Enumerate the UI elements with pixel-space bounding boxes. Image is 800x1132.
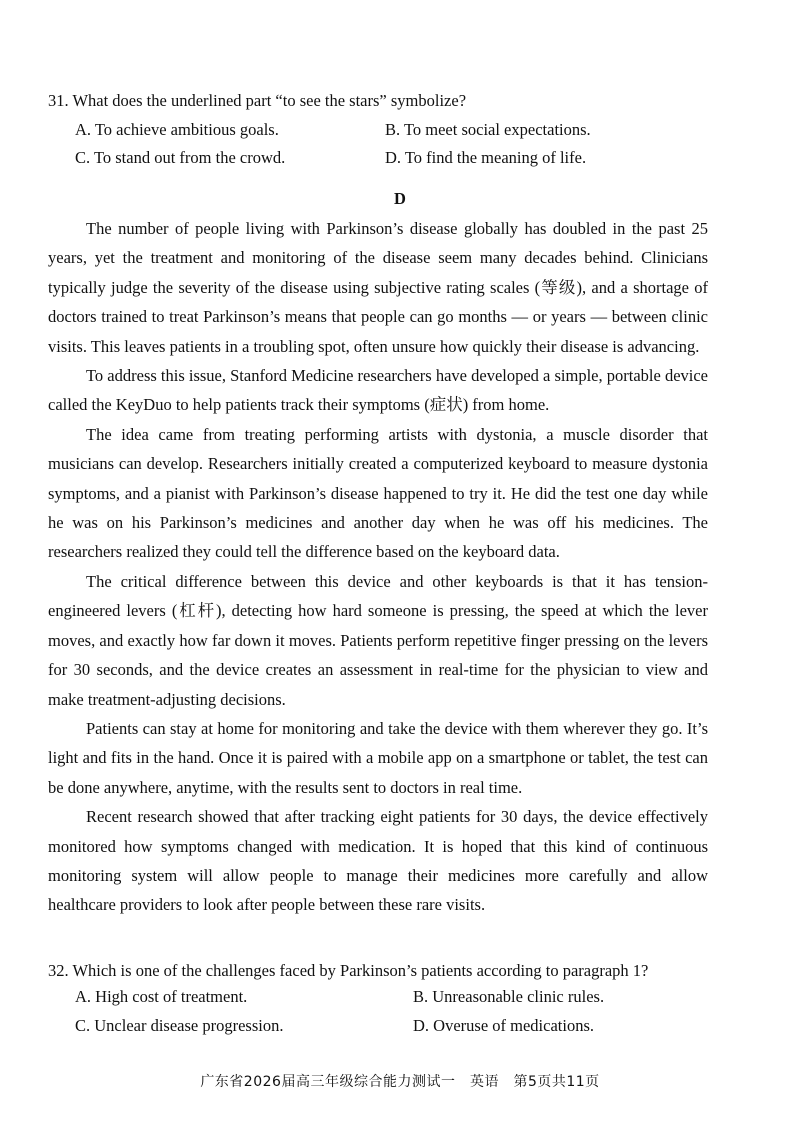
question-32-stem: 32. Which is one of the challenges faced by Parkinson’s patients according to paragraph 1? xyxy=(48,961,649,980)
question-32-option-c: C. Unclear disease progression. xyxy=(75,1016,284,1035)
passage-paragraph-6: Recent research showed that after tracking eight patients for 30 days, the device effectively monitored how symptoms changed with medication. It is hoped that this kind of continuous monitoring system will allow people to manage their medicines more carefully and allow healthcare providers to look after people between these rare visits. xyxy=(48,807,708,915)
section-heading: D xyxy=(394,189,406,208)
reading-passage xyxy=(48,214,708,920)
passage-paragraph-5: Patients can stay at home for monitoring and take the device with them wherever they go. It’s light and fits in the hand. Once it is paired with a mobile app on a smartphone or tablet, the test can be done anywhere, anytime, with the results sent to doctors in real time. xyxy=(48,718,708,797)
page-footer: 广东省2026届高三年级综合能力测试一 英语 第5页共11页 xyxy=(200,1074,600,1090)
passage-paragraph-4: The critical difference between this device and other keyboards is that it has tension-engineered levers (杠杆), detecting how hard someone is pressing, the speed at which the lever moves, and exactly how far down it moves. Patients perform repetitive finger pressing on the levers for 30 seconds, and the device creates an assessment in real-time for the physician to view and make treatment-adjusting decisions. xyxy=(48,571,708,709)
question-31-option-a: A. To achieve ambitious goals. xyxy=(75,120,279,139)
question-32-option-a: A. High cost of treatment. xyxy=(75,987,248,1006)
question-32-option-b: B. Unreasonable clinic rules. xyxy=(413,987,605,1006)
passage-paragraph-1: The number of people living with Parkinson’s disease globally has doubled in the past 25 years, yet the treatment and monitoring of the disease seem many decades behind. Clinicians typically judge the severity of the disease using subjective rating scales (等级), and a shortage of doctors trained to treat Parkinson’s means that people can go months — or years — between clinic visits. This leaves patients in a troubling spot, often unsure how quickly their disease is advancing. xyxy=(48,219,708,356)
question-31-option-d: D. To find the meaning of life. xyxy=(385,148,587,167)
question-31-option-b: B. To meet social expectations. xyxy=(385,120,591,139)
question-31-stem: 31. What does the underlined part “to see the stars” symbolize? xyxy=(48,91,467,110)
question-31-option-c: C. To stand out from the crowd. xyxy=(75,148,286,167)
passage-paragraph-3: The idea came from treating performing artists with dystonia, a muscle disorder that musicians can develop. Researchers initially created a computerized keyboard to measure dystonia symptoms, and a pianist with Parkinson’s disease happened to try it. He did the test one day while he was on his Parkinson’s medicines and another day when he was off his medicines. The researchers realized they could tell the difference based on the keyboard data. xyxy=(48,424,708,562)
passage-paragraph-2: To address this issue, Stanford Medicine researchers have developed a simple, portable device called the KeyDuo to help patients track their symptoms (症状) from home. xyxy=(48,366,708,415)
question-32-option-d: D. Overuse of medications. xyxy=(413,1016,594,1035)
